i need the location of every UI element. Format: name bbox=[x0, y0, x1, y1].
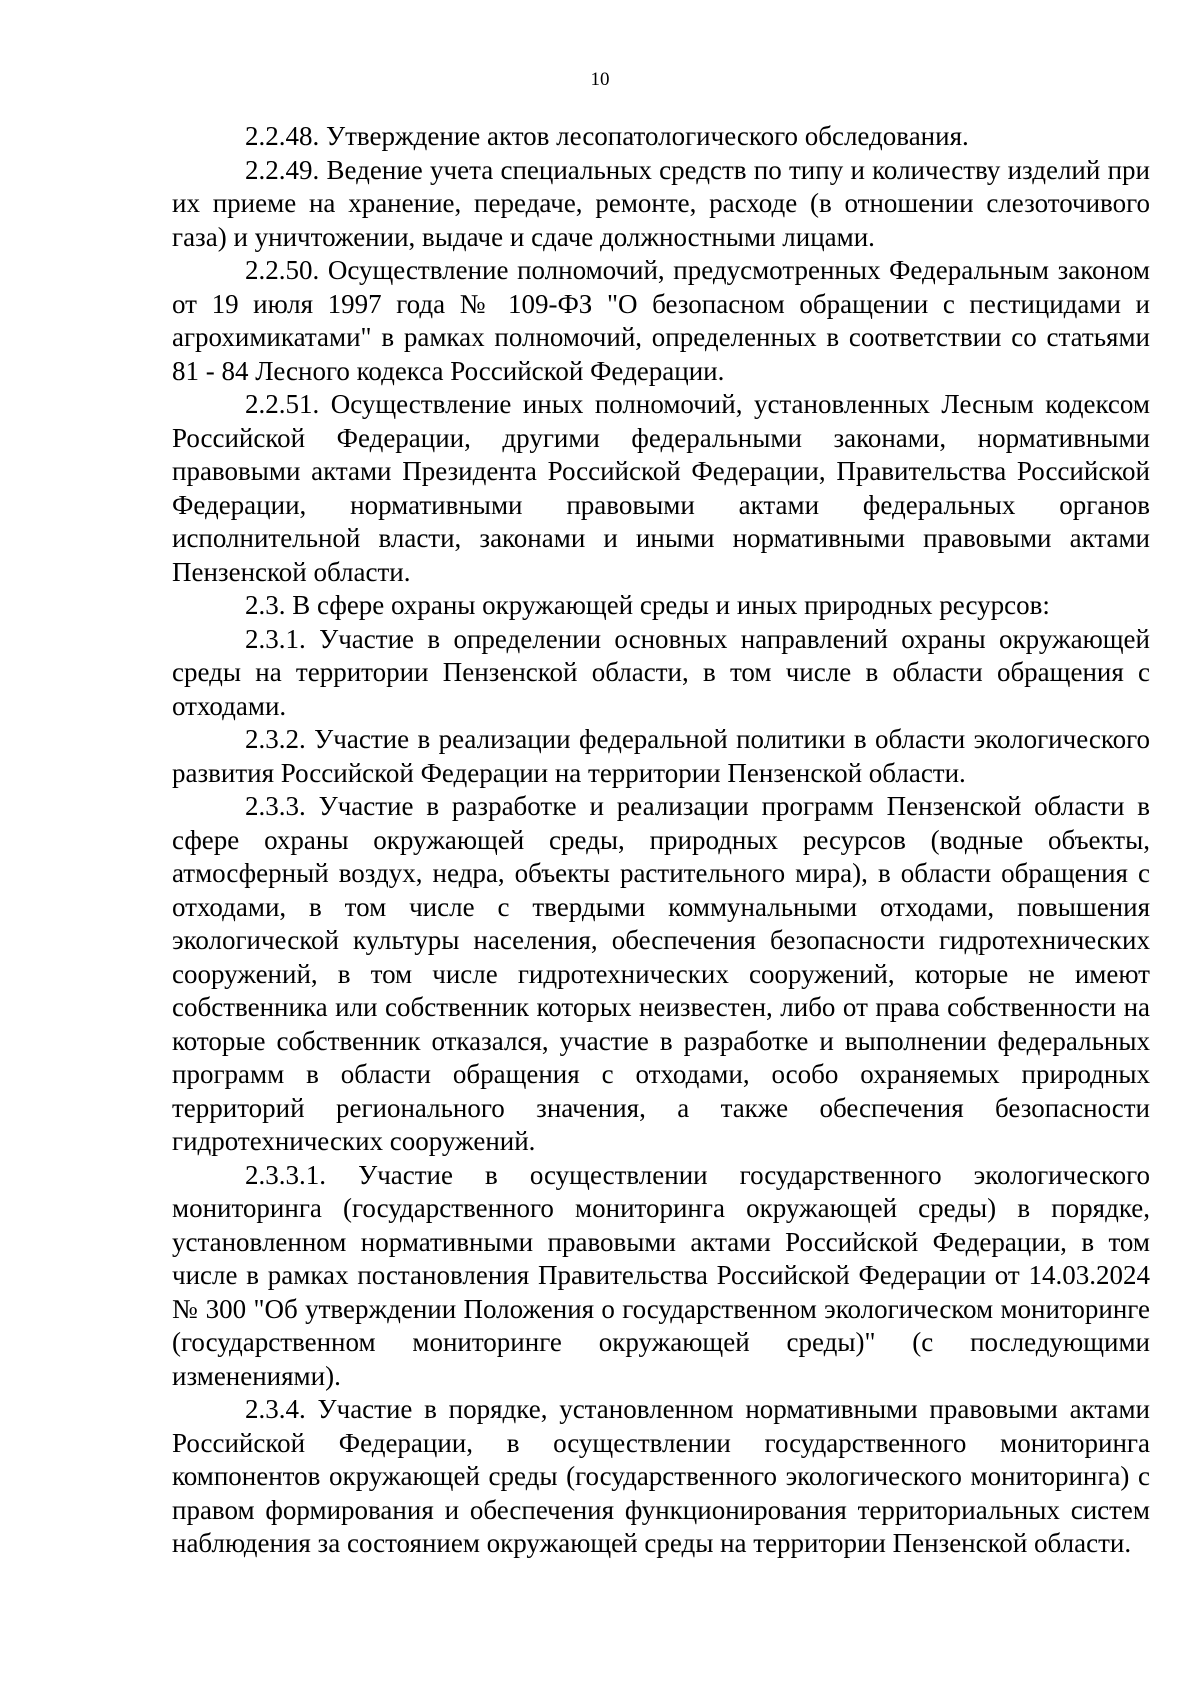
paragraph-2-3-1: 2.3.1. Участие в определении основных направлений охраны окружающей среды на территории Пензенской области, в том числе в области обращения с отходами. bbox=[172, 623, 1150, 721]
document-body bbox=[172, 120, 1150, 1561]
paragraph-2-3-3: 2.3.3. Участие в разработке и реализации программ Пензенской области в сфере охраны окружающей среды, природных ресурсов (водные объекты, атмосферный воздух, недра, объекты растительного мира), в области обращения с отходами, в том числе с твердыми коммунальными отходами, повышения экологической культуры населения, обеспечения безопасности гидротехнических сооружений, в том числе гидротехнических сооружений, которые не имеют собственника или собственник которых неизвестен, либо от права собственности на которые собственник отказался, участие в разработке и выполнении федеральных программ в области обращения с отходами, особо охраняемых природных территорий регионального значения, а также обеспечения безопасности гидротехнических сооружений. bbox=[172, 791, 1150, 1156]
paragraph-2-2-48: 2.2.48. Утверждение актов лесопатологического обследования. bbox=[245, 121, 969, 151]
paragraph-2-2-49: 2.2.49. Ведение учета специальных средств по типу и количеству изделий при их приеме на хранение, передаче, ремонте, расходе (в отношении слезоточивого газа) и уничтожении, выдаче и сдаче должностными лицами. bbox=[172, 154, 1150, 252]
paragraph-2-3: 2.3. В сфере охраны окружающей среды и иных природных ресурсов: bbox=[245, 590, 1050, 620]
paragraph-2-3-2: 2.3.2. Участие в реализации федеральной политики в области экологического развития Российской Федерации на территории Пензенской области. bbox=[172, 724, 1150, 788]
paragraph-2-3-4: 2.3.4. Участие в порядке, установленном нормативными правовыми актами Российской Федерации, в осуществлении государственного мониторинга компонентов окружающей среды (государственного экологического мониторинга) с правом формирования и обеспечения функционирования территориальных систем наблюдения за состоянием окружающей среды на территории Пензенской области. bbox=[172, 1394, 1150, 1558]
paragraph-2-3-3-1: 2.3.3.1. Участие в осуществлении государственного экологического мониторинга (государственного мониторинга окружающей среды) в порядке, установленном нормативными правовыми актами Российской Федерации, в том числе в рамках постановления Правительства Российской Федерации от 14.03.2024 № 300 "Об утверждении Положения о государственном экологическом мониторинге (государственном мониторинге окружающей среды)" (с последующими изменениями). bbox=[172, 1159, 1150, 1391]
paragraph-2-2-50: 2.2.50. Осуществление полномочий, предусмотренных Федеральным законом от 19 июля 1997 года № 109-ФЗ "О безопасном обращении с пестицидами и агрохимикатами" в рамках полномочий, определенных в соответствии со статьями 81 - 84 Лесного кодекса Российской Федерации. bbox=[172, 255, 1150, 386]
paragraph-2-2-51: 2.2.51. Осуществление иных полномочий, установленных Лесным кодексом Российской Федерации, другими федеральными законами, нормативными правовыми актами Президента Российской Федерации, Правительства Российской Федерации, нормативными правовыми актами федеральных органов исполнительной власти, законами и иными нормативными правовыми актами Пензенской области. bbox=[172, 389, 1150, 587]
page-number: 10 bbox=[590, 69, 610, 90]
